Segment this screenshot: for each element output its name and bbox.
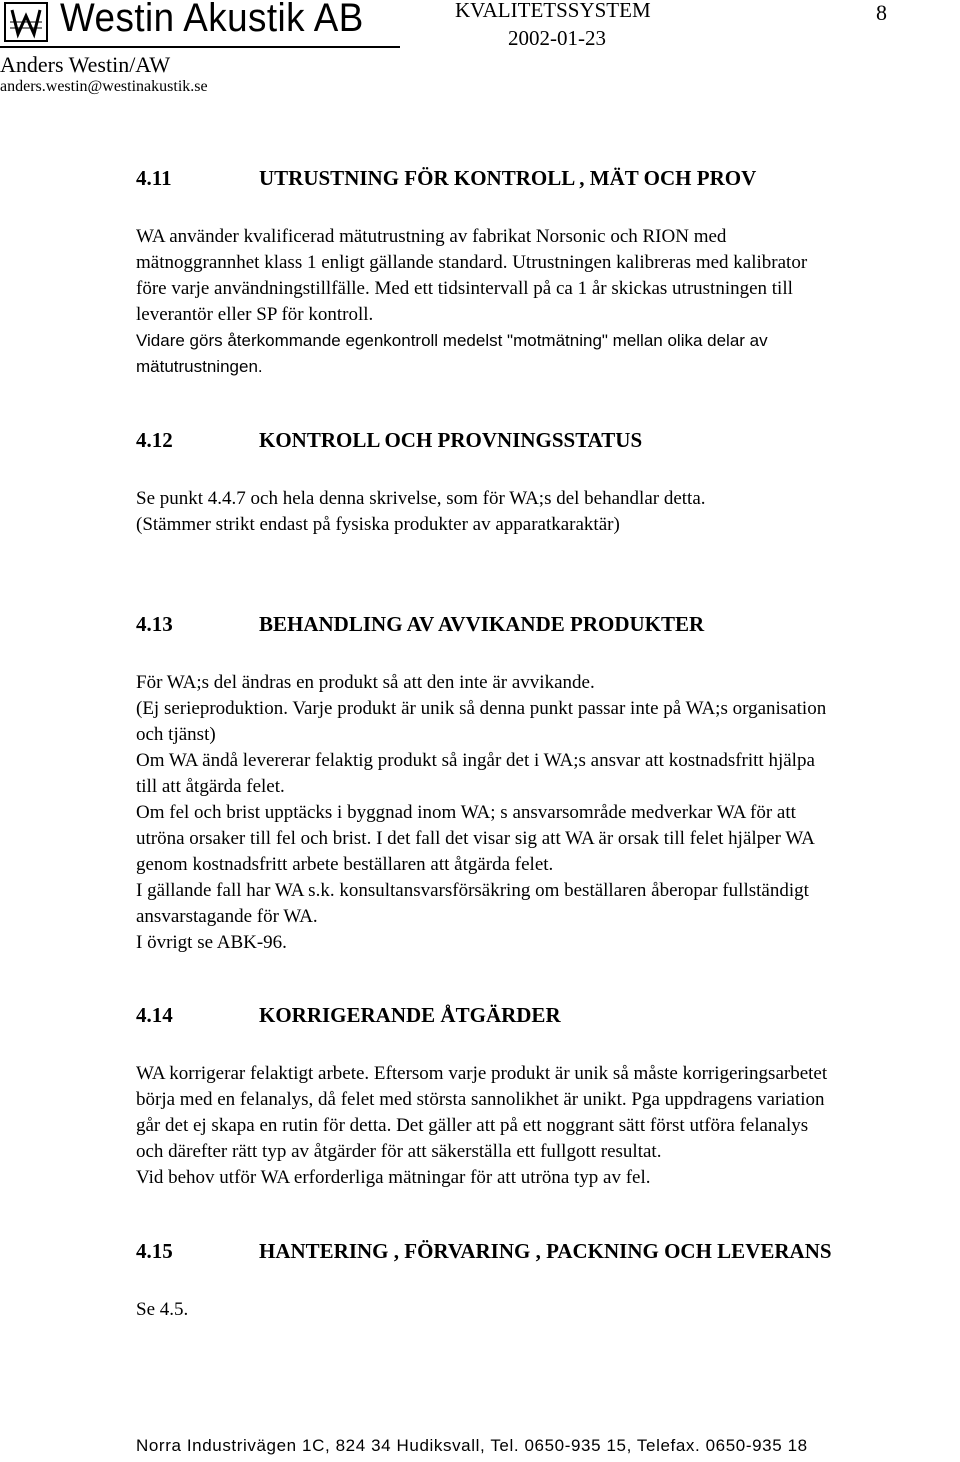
paragraph-line: I övrigt se ABK-96. xyxy=(136,932,287,953)
section-number: 4.13 xyxy=(136,612,173,636)
paragraph-line: före varje användningstillfälle. Med ett tidsintervall på ca 1 år skickas utrustningen till xyxy=(136,278,793,299)
section-number: 4.12 xyxy=(136,428,173,452)
page-number: 8 xyxy=(876,0,887,25)
document-system: KVALITETSSYSTEM xyxy=(455,0,651,22)
paragraph-line: börja med en felanalys, då felet med största sannolikhet är unikt. Pga uppdragens variation xyxy=(136,1089,825,1110)
paragraph-line: och därefter rätt typ av åtgärder för att säkerställa ett fullgott resultat. xyxy=(136,1141,662,1162)
paragraph-line: (Ej serieproduktion. Varje produkt är unik så denna punkt passar inte på WA;s organisation xyxy=(136,698,827,719)
paragraph-line: mätutrustningen. xyxy=(136,357,263,376)
paragraph-line: går det ej skapa en rutin för detta. Det gäller att på ett noggrant sätt först utföra felanalys xyxy=(136,1115,809,1136)
author-email: anders.westin@westinakustik.se xyxy=(0,78,208,95)
paragraph-line: och tjänst) xyxy=(136,724,216,745)
paragraph-line: (Stämmer strikt endast på fysiska produkter av apparatkaraktär) xyxy=(136,514,620,535)
section-number: 4.14 xyxy=(136,1003,173,1027)
paragraph-line: Se punkt 4.4.7 och hela denna skrivelse, som för WA;s del behandlar detta. xyxy=(136,488,706,509)
header-rule xyxy=(0,46,400,48)
section-title: UTRUSTNING FÖR KONTROLL , MÄT OCH PROV xyxy=(259,166,757,190)
paragraph-line: Om WA ändå levererar felaktig produkt så ingår det i WA;s ansvar att kostnadsfritt hjälpa xyxy=(136,750,815,771)
author-name: Anders Westin/AW xyxy=(0,52,171,77)
page-footer: Norra Industrivägen 1C, 824 34 Hudiksvall, Tel. 0650-935 15, Telefax. 0650-935 18 xyxy=(136,1436,808,1455)
section-number: 4.11 xyxy=(136,166,172,190)
company-name: Westin Akustik AB xyxy=(60,0,364,40)
paragraph-line: ansvarstagande för WA. xyxy=(136,906,318,927)
section-title: KONTROLL OCH PROVNINGSSTATUS xyxy=(259,428,643,452)
company-logo-icon xyxy=(4,2,48,42)
paragraph-line: utröna orsaker till fel och brist. I det fall det visar sig att WA är orsak till felet hjälper WA xyxy=(136,828,815,849)
section-number: 4.15 xyxy=(136,1239,173,1263)
paragraph-line: leverantör eller SP för kontroll. xyxy=(136,304,374,325)
paragraph-line: WA korrigerar felaktigt arbete. Eftersom varje produkt är unik så måste korrigeringsarbetet xyxy=(136,1063,828,1084)
paragraph-line: I gällande fall har WA s.k. konsultansvarsförsäkring om beställaren åberopar fullständigt xyxy=(136,880,809,901)
section-title: HANTERING , FÖRVARING , PACKNING OCH LEVERANS xyxy=(259,1239,832,1263)
paragraph-line: För WA;s del ändras en produkt så att den inte är avvikande. xyxy=(136,672,595,693)
paragraph-line: Vid behov utför WA erforderliga mätningar för att utröna typ av fel. xyxy=(136,1167,651,1188)
paragraph-line: mätnoggrannhet klass 1 enligt gällande standard. Utrustningen kalibreras med kalibrator xyxy=(136,252,808,273)
paragraph-line: Om fel och brist upptäcks i byggnad inom WA; s ansvarsområde medverkar WA för att xyxy=(136,802,796,823)
section-title: BEHANDLING AV AVVIKANDE PRODUKTER xyxy=(259,612,705,636)
paragraph-line: genom kostnadsfritt arbete beställaren att åtgärda felet. xyxy=(136,854,554,875)
paragraph-line: WA använder kvalificerad mätutrustning av fabrikat Norsonic och RION med xyxy=(136,226,727,247)
paragraph-line: Vidare görs återkommande egenkontroll medelst "motmätning" mellan olika delar av xyxy=(136,331,768,350)
paragraph-line: Se 4.5. xyxy=(136,1299,189,1320)
section-title: KORRIGERANDE ÅTGÄRDER xyxy=(259,1003,561,1027)
paragraph-line: till att åtgärda felet. xyxy=(136,776,285,797)
document-date: 2002-01-23 xyxy=(508,26,606,50)
